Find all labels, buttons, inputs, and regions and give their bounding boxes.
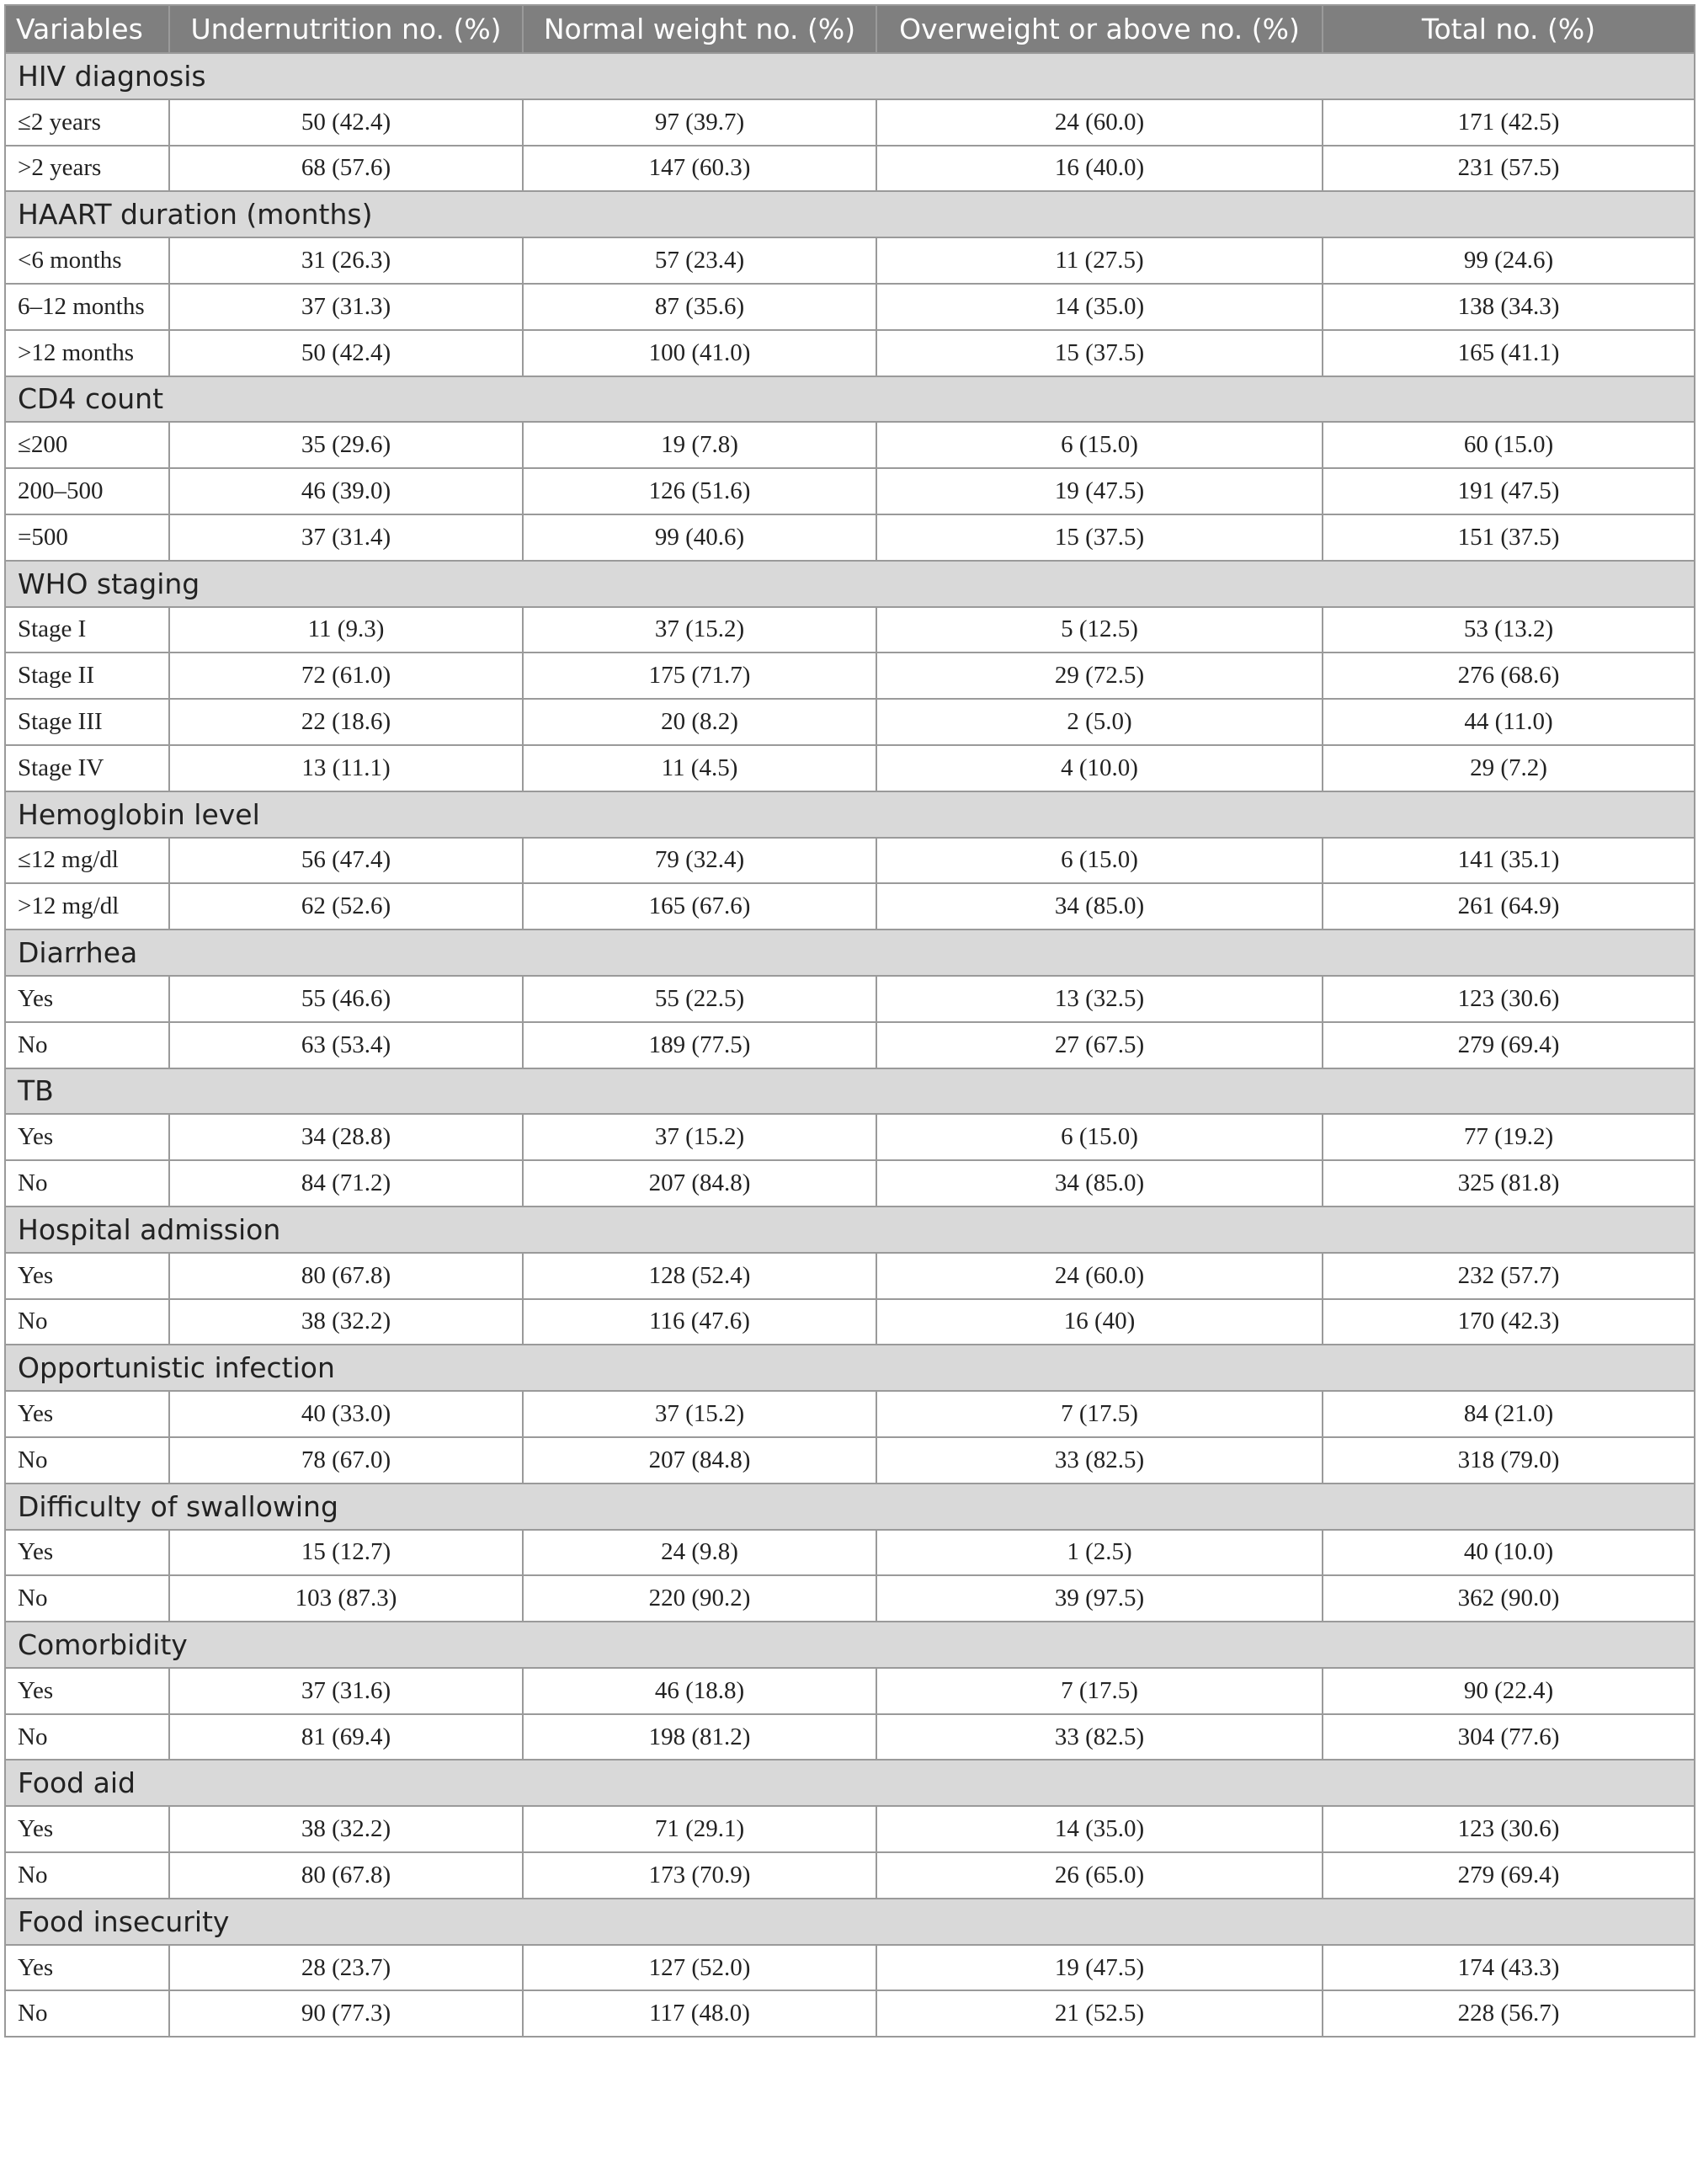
cell-undernutrition: 68 (57.6) bbox=[169, 146, 523, 192]
cell-normal-weight: 128 (52.4) bbox=[523, 1253, 876, 1299]
cell-overweight: 33 (82.5) bbox=[876, 1714, 1323, 1761]
cell-total: 165 (41.1) bbox=[1323, 330, 1695, 376]
cell-normal-weight: 19 (7.8) bbox=[523, 422, 876, 468]
group-header-row bbox=[5, 791, 1695, 838]
table-row bbox=[5, 237, 1695, 284]
table-row bbox=[5, 1806, 1695, 1852]
cell-normal-weight: 207 (84.8) bbox=[523, 1160, 876, 1207]
cell-total: 90 (22.4) bbox=[1323, 1668, 1695, 1714]
cell-total: 231 (57.5) bbox=[1323, 146, 1695, 192]
table-row bbox=[5, 607, 1695, 653]
table-row bbox=[5, 1437, 1695, 1484]
cell-normal-weight: 198 (81.2) bbox=[523, 1714, 876, 1761]
row-label: >2 years bbox=[5, 146, 169, 192]
cell-undernutrition: 46 (39.0) bbox=[169, 468, 523, 514]
cell-normal-weight: 46 (18.8) bbox=[523, 1668, 876, 1714]
cell-undernutrition: 55 (46.6) bbox=[169, 976, 523, 1022]
cell-total: 304 (77.6) bbox=[1323, 1714, 1695, 1761]
cell-total: 84 (21.0) bbox=[1323, 1391, 1695, 1437]
cell-total: 362 (90.0) bbox=[1323, 1575, 1695, 1622]
row-label: =500 bbox=[5, 514, 169, 561]
cell-undernutrition: 80 (67.8) bbox=[169, 1852, 523, 1899]
cell-normal-weight: 127 (52.0) bbox=[523, 1945, 876, 1991]
cell-total: 77 (19.2) bbox=[1323, 1114, 1695, 1160]
cell-overweight: 21 (52.5) bbox=[876, 1990, 1323, 2037]
row-label: 6–12 months bbox=[5, 284, 169, 330]
cell-undernutrition: 40 (33.0) bbox=[169, 1391, 523, 1437]
group-title: CD4 count bbox=[5, 376, 1695, 423]
cell-overweight: 14 (35.0) bbox=[876, 1806, 1323, 1852]
group-title: Opportunistic infection bbox=[5, 1345, 1695, 1391]
cell-total: 170 (42.3) bbox=[1323, 1299, 1695, 1345]
cell-total: 171 (42.5) bbox=[1323, 99, 1695, 146]
cell-overweight: 7 (17.5) bbox=[876, 1391, 1323, 1437]
group-title: Diarrhea bbox=[5, 930, 1695, 976]
cell-overweight: 33 (82.5) bbox=[876, 1437, 1323, 1484]
row-label: No bbox=[5, 1990, 169, 2037]
group-header-row bbox=[5, 53, 1695, 99]
table-row bbox=[5, 1668, 1695, 1714]
group-title: Hemoglobin level bbox=[5, 791, 1695, 838]
table-row bbox=[5, 284, 1695, 330]
table-row bbox=[5, 1391, 1695, 1437]
cell-normal-weight: 220 (90.2) bbox=[523, 1575, 876, 1622]
cell-overweight: 16 (40) bbox=[876, 1299, 1323, 1345]
cell-undernutrition: 34 (28.8) bbox=[169, 1114, 523, 1160]
group-title: Difficulty of swallowing bbox=[5, 1484, 1695, 1530]
cell-overweight: 2 (5.0) bbox=[876, 699, 1323, 745]
cell-undernutrition: 50 (42.4) bbox=[169, 99, 523, 146]
cell-total: 53 (13.2) bbox=[1323, 607, 1695, 653]
group-title: Hospital admission bbox=[5, 1207, 1695, 1253]
table-row bbox=[5, 1530, 1695, 1576]
table-row bbox=[5, 99, 1695, 146]
nutrition-status-table bbox=[4, 4, 1695, 2038]
cell-normal-weight: 189 (77.5) bbox=[523, 1022, 876, 1068]
row-label: <6 months bbox=[5, 237, 169, 284]
row-label: Yes bbox=[5, 1945, 169, 1991]
cell-total: 191 (47.5) bbox=[1323, 468, 1695, 514]
group-header-row bbox=[5, 376, 1695, 423]
cell-undernutrition: 84 (71.2) bbox=[169, 1160, 523, 1207]
cell-total: 151 (37.5) bbox=[1323, 514, 1695, 561]
table-row bbox=[5, 653, 1695, 699]
cell-normal-weight: 37 (15.2) bbox=[523, 1114, 876, 1160]
group-header-row bbox=[5, 1207, 1695, 1253]
cell-normal-weight: 79 (32.4) bbox=[523, 838, 876, 884]
cell-undernutrition: 11 (9.3) bbox=[169, 607, 523, 653]
group-title: WHO staging bbox=[5, 561, 1695, 607]
cell-undernutrition: 90 (77.3) bbox=[169, 1990, 523, 2037]
table-header bbox=[5, 5, 1695, 53]
cell-normal-weight: 173 (70.9) bbox=[523, 1852, 876, 1899]
cell-overweight: 14 (35.0) bbox=[876, 284, 1323, 330]
cell-normal-weight: 37 (15.2) bbox=[523, 1391, 876, 1437]
cell-normal-weight: 55 (22.5) bbox=[523, 976, 876, 1022]
table-row bbox=[5, 1253, 1695, 1299]
cell-total: 40 (10.0) bbox=[1323, 1530, 1695, 1576]
group-header-row bbox=[5, 561, 1695, 607]
cell-overweight: 27 (67.5) bbox=[876, 1022, 1323, 1068]
table-row bbox=[5, 883, 1695, 930]
cell-undernutrition: 37 (31.6) bbox=[169, 1668, 523, 1714]
table-row bbox=[5, 1852, 1695, 1899]
cell-normal-weight: 24 (9.8) bbox=[523, 1530, 876, 1576]
row-label: 200–500 bbox=[5, 468, 169, 514]
group-header-row bbox=[5, 1899, 1695, 1945]
table-row bbox=[5, 1945, 1695, 1991]
row-label: >12 mg/dl bbox=[5, 883, 169, 930]
cell-total: 228 (56.7) bbox=[1323, 1990, 1695, 2037]
cell-overweight: 1 (2.5) bbox=[876, 1530, 1323, 1576]
cell-overweight: 6 (15.0) bbox=[876, 422, 1323, 468]
cell-normal-weight: 117 (48.0) bbox=[523, 1990, 876, 2037]
table-row bbox=[5, 1114, 1695, 1160]
cell-undernutrition: 35 (29.6) bbox=[169, 422, 523, 468]
group-header-row bbox=[5, 191, 1695, 237]
cell-total: 29 (7.2) bbox=[1323, 745, 1695, 791]
cell-overweight: 24 (60.0) bbox=[876, 99, 1323, 146]
table-row bbox=[5, 146, 1695, 192]
cell-undernutrition: 37 (31.4) bbox=[169, 514, 523, 561]
column-header-total: Total no. (%) bbox=[1323, 5, 1695, 53]
cell-normal-weight: 20 (8.2) bbox=[523, 699, 876, 745]
group-title: TB bbox=[5, 1068, 1695, 1115]
table-row bbox=[5, 468, 1695, 514]
cell-normal-weight: 99 (40.6) bbox=[523, 514, 876, 561]
cell-overweight: 39 (97.5) bbox=[876, 1575, 1323, 1622]
row-label: ≤2 years bbox=[5, 99, 169, 146]
table-row bbox=[5, 422, 1695, 468]
cell-undernutrition: 38 (32.2) bbox=[169, 1299, 523, 1345]
row-label: Yes bbox=[5, 1253, 169, 1299]
cell-total: 44 (11.0) bbox=[1323, 699, 1695, 745]
row-label: Stage II bbox=[5, 653, 169, 699]
cell-undernutrition: 13 (11.1) bbox=[169, 745, 523, 791]
table-body bbox=[5, 53, 1695, 2037]
group-title: HAART duration (months) bbox=[5, 191, 1695, 237]
cell-undernutrition: 22 (18.6) bbox=[169, 699, 523, 745]
cell-overweight: 29 (72.5) bbox=[876, 653, 1323, 699]
table-row bbox=[5, 745, 1695, 791]
cell-undernutrition: 63 (53.4) bbox=[169, 1022, 523, 1068]
cell-undernutrition: 15 (12.7) bbox=[169, 1530, 523, 1576]
row-label: ≤12 mg/dl bbox=[5, 838, 169, 884]
cell-undernutrition: 38 (32.2) bbox=[169, 1806, 523, 1852]
table-row bbox=[5, 1022, 1695, 1068]
row-label: Yes bbox=[5, 1391, 169, 1437]
group-header-row bbox=[5, 1345, 1695, 1391]
cell-overweight: 7 (17.5) bbox=[876, 1668, 1323, 1714]
cell-undernutrition: 31 (26.3) bbox=[169, 237, 523, 284]
table-row bbox=[5, 1990, 1695, 2037]
cell-total: 279 (69.4) bbox=[1323, 1022, 1695, 1068]
cell-overweight: 26 (65.0) bbox=[876, 1852, 1323, 1899]
cell-undernutrition: 78 (67.0) bbox=[169, 1437, 523, 1484]
cell-overweight: 15 (37.5) bbox=[876, 330, 1323, 376]
group-header-row bbox=[5, 1622, 1695, 1668]
row-label: Stage III bbox=[5, 699, 169, 745]
row-label: No bbox=[5, 1160, 169, 1207]
table-row bbox=[5, 1575, 1695, 1622]
cell-total: 232 (57.7) bbox=[1323, 1253, 1695, 1299]
cell-undernutrition: 103 (87.3) bbox=[169, 1575, 523, 1622]
cell-normal-weight: 71 (29.1) bbox=[523, 1806, 876, 1852]
table-row bbox=[5, 514, 1695, 561]
cell-total: 141 (35.1) bbox=[1323, 838, 1695, 884]
row-label: No bbox=[5, 1299, 169, 1345]
cell-normal-weight: 116 (47.6) bbox=[523, 1299, 876, 1345]
cell-overweight: 11 (27.5) bbox=[876, 237, 1323, 284]
cell-overweight: 19 (47.5) bbox=[876, 1945, 1323, 1991]
table-row bbox=[5, 1714, 1695, 1761]
cell-normal-weight: 11 (4.5) bbox=[523, 745, 876, 791]
cell-overweight: 6 (15.0) bbox=[876, 838, 1323, 884]
cell-total: 138 (34.3) bbox=[1323, 284, 1695, 330]
cell-undernutrition: 28 (23.7) bbox=[169, 1945, 523, 1991]
cell-undernutrition: 62 (52.6) bbox=[169, 883, 523, 930]
cell-normal-weight: 37 (15.2) bbox=[523, 607, 876, 653]
group-title: HIV diagnosis bbox=[5, 53, 1695, 99]
cell-overweight: 34 (85.0) bbox=[876, 1160, 1323, 1207]
cell-overweight: 19 (47.5) bbox=[876, 468, 1323, 514]
table-row bbox=[5, 1299, 1695, 1345]
group-title: Food aid bbox=[5, 1760, 1695, 1806]
group-title: Comorbidity bbox=[5, 1622, 1695, 1668]
cell-total: 279 (69.4) bbox=[1323, 1852, 1695, 1899]
cell-overweight: 15 (37.5) bbox=[876, 514, 1323, 561]
cell-overweight: 13 (32.5) bbox=[876, 976, 1323, 1022]
cell-total: 261 (64.9) bbox=[1323, 883, 1695, 930]
column-header-variables: Variables bbox=[5, 5, 169, 53]
cell-total: 325 (81.8) bbox=[1323, 1160, 1695, 1207]
row-label: No bbox=[5, 1852, 169, 1899]
cell-overweight: 4 (10.0) bbox=[876, 745, 1323, 791]
column-header-normal-weight: Normal weight no. (%) bbox=[523, 5, 876, 53]
cell-normal-weight: 126 (51.6) bbox=[523, 468, 876, 514]
cell-normal-weight: 57 (23.4) bbox=[523, 237, 876, 284]
cell-undernutrition: 37 (31.3) bbox=[169, 284, 523, 330]
cell-total: 318 (79.0) bbox=[1323, 1437, 1695, 1484]
column-header-overweight: Overweight or above no. (%) bbox=[876, 5, 1323, 53]
row-label: Yes bbox=[5, 976, 169, 1022]
row-label: Stage I bbox=[5, 607, 169, 653]
cell-normal-weight: 207 (84.8) bbox=[523, 1437, 876, 1484]
cell-total: 99 (24.6) bbox=[1323, 237, 1695, 284]
cell-undernutrition: 80 (67.8) bbox=[169, 1253, 523, 1299]
cell-normal-weight: 87 (35.6) bbox=[523, 284, 876, 330]
row-label: No bbox=[5, 1575, 169, 1622]
cell-total: 123 (30.6) bbox=[1323, 1806, 1695, 1852]
row-label: ≤200 bbox=[5, 422, 169, 468]
cell-total: 276 (68.6) bbox=[1323, 653, 1695, 699]
table-row bbox=[5, 699, 1695, 745]
row-label: Yes bbox=[5, 1114, 169, 1160]
group-header-row bbox=[5, 930, 1695, 976]
row-label: Yes bbox=[5, 1806, 169, 1852]
table-row bbox=[5, 976, 1695, 1022]
row-label: >12 months bbox=[5, 330, 169, 376]
cell-overweight: 16 (40.0) bbox=[876, 146, 1323, 192]
group-header-row bbox=[5, 1068, 1695, 1115]
group-header-row bbox=[5, 1484, 1695, 1530]
cell-overweight: 24 (60.0) bbox=[876, 1253, 1323, 1299]
cell-total: 123 (30.6) bbox=[1323, 976, 1695, 1022]
cell-undernutrition: 50 (42.4) bbox=[169, 330, 523, 376]
cell-overweight: 34 (85.0) bbox=[876, 883, 1323, 930]
row-label: No bbox=[5, 1714, 169, 1761]
table-row bbox=[5, 1160, 1695, 1207]
column-header-undernutrition: Undernutrition no. (%) bbox=[169, 5, 523, 53]
cell-undernutrition: 81 (69.4) bbox=[169, 1714, 523, 1761]
row-label: Stage IV bbox=[5, 745, 169, 791]
row-label: No bbox=[5, 1022, 169, 1068]
group-title: Food insecurity bbox=[5, 1899, 1695, 1945]
row-label: Yes bbox=[5, 1530, 169, 1576]
cell-overweight: 5 (12.5) bbox=[876, 607, 1323, 653]
row-label: No bbox=[5, 1437, 169, 1484]
table-row bbox=[5, 330, 1695, 376]
group-header-row bbox=[5, 1760, 1695, 1806]
row-label: Yes bbox=[5, 1668, 169, 1714]
cell-normal-weight: 165 (67.6) bbox=[523, 883, 876, 930]
table-row bbox=[5, 838, 1695, 884]
cell-undernutrition: 72 (61.0) bbox=[169, 653, 523, 699]
cell-normal-weight: 175 (71.7) bbox=[523, 653, 876, 699]
cell-normal-weight: 97 (39.7) bbox=[523, 99, 876, 146]
cell-total: 174 (43.3) bbox=[1323, 1945, 1695, 1991]
cell-undernutrition: 56 (47.4) bbox=[169, 838, 523, 884]
cell-total: 60 (15.0) bbox=[1323, 422, 1695, 468]
cell-normal-weight: 100 (41.0) bbox=[523, 330, 876, 376]
cell-normal-weight: 147 (60.3) bbox=[523, 146, 876, 192]
cell-overweight: 6 (15.0) bbox=[876, 1114, 1323, 1160]
